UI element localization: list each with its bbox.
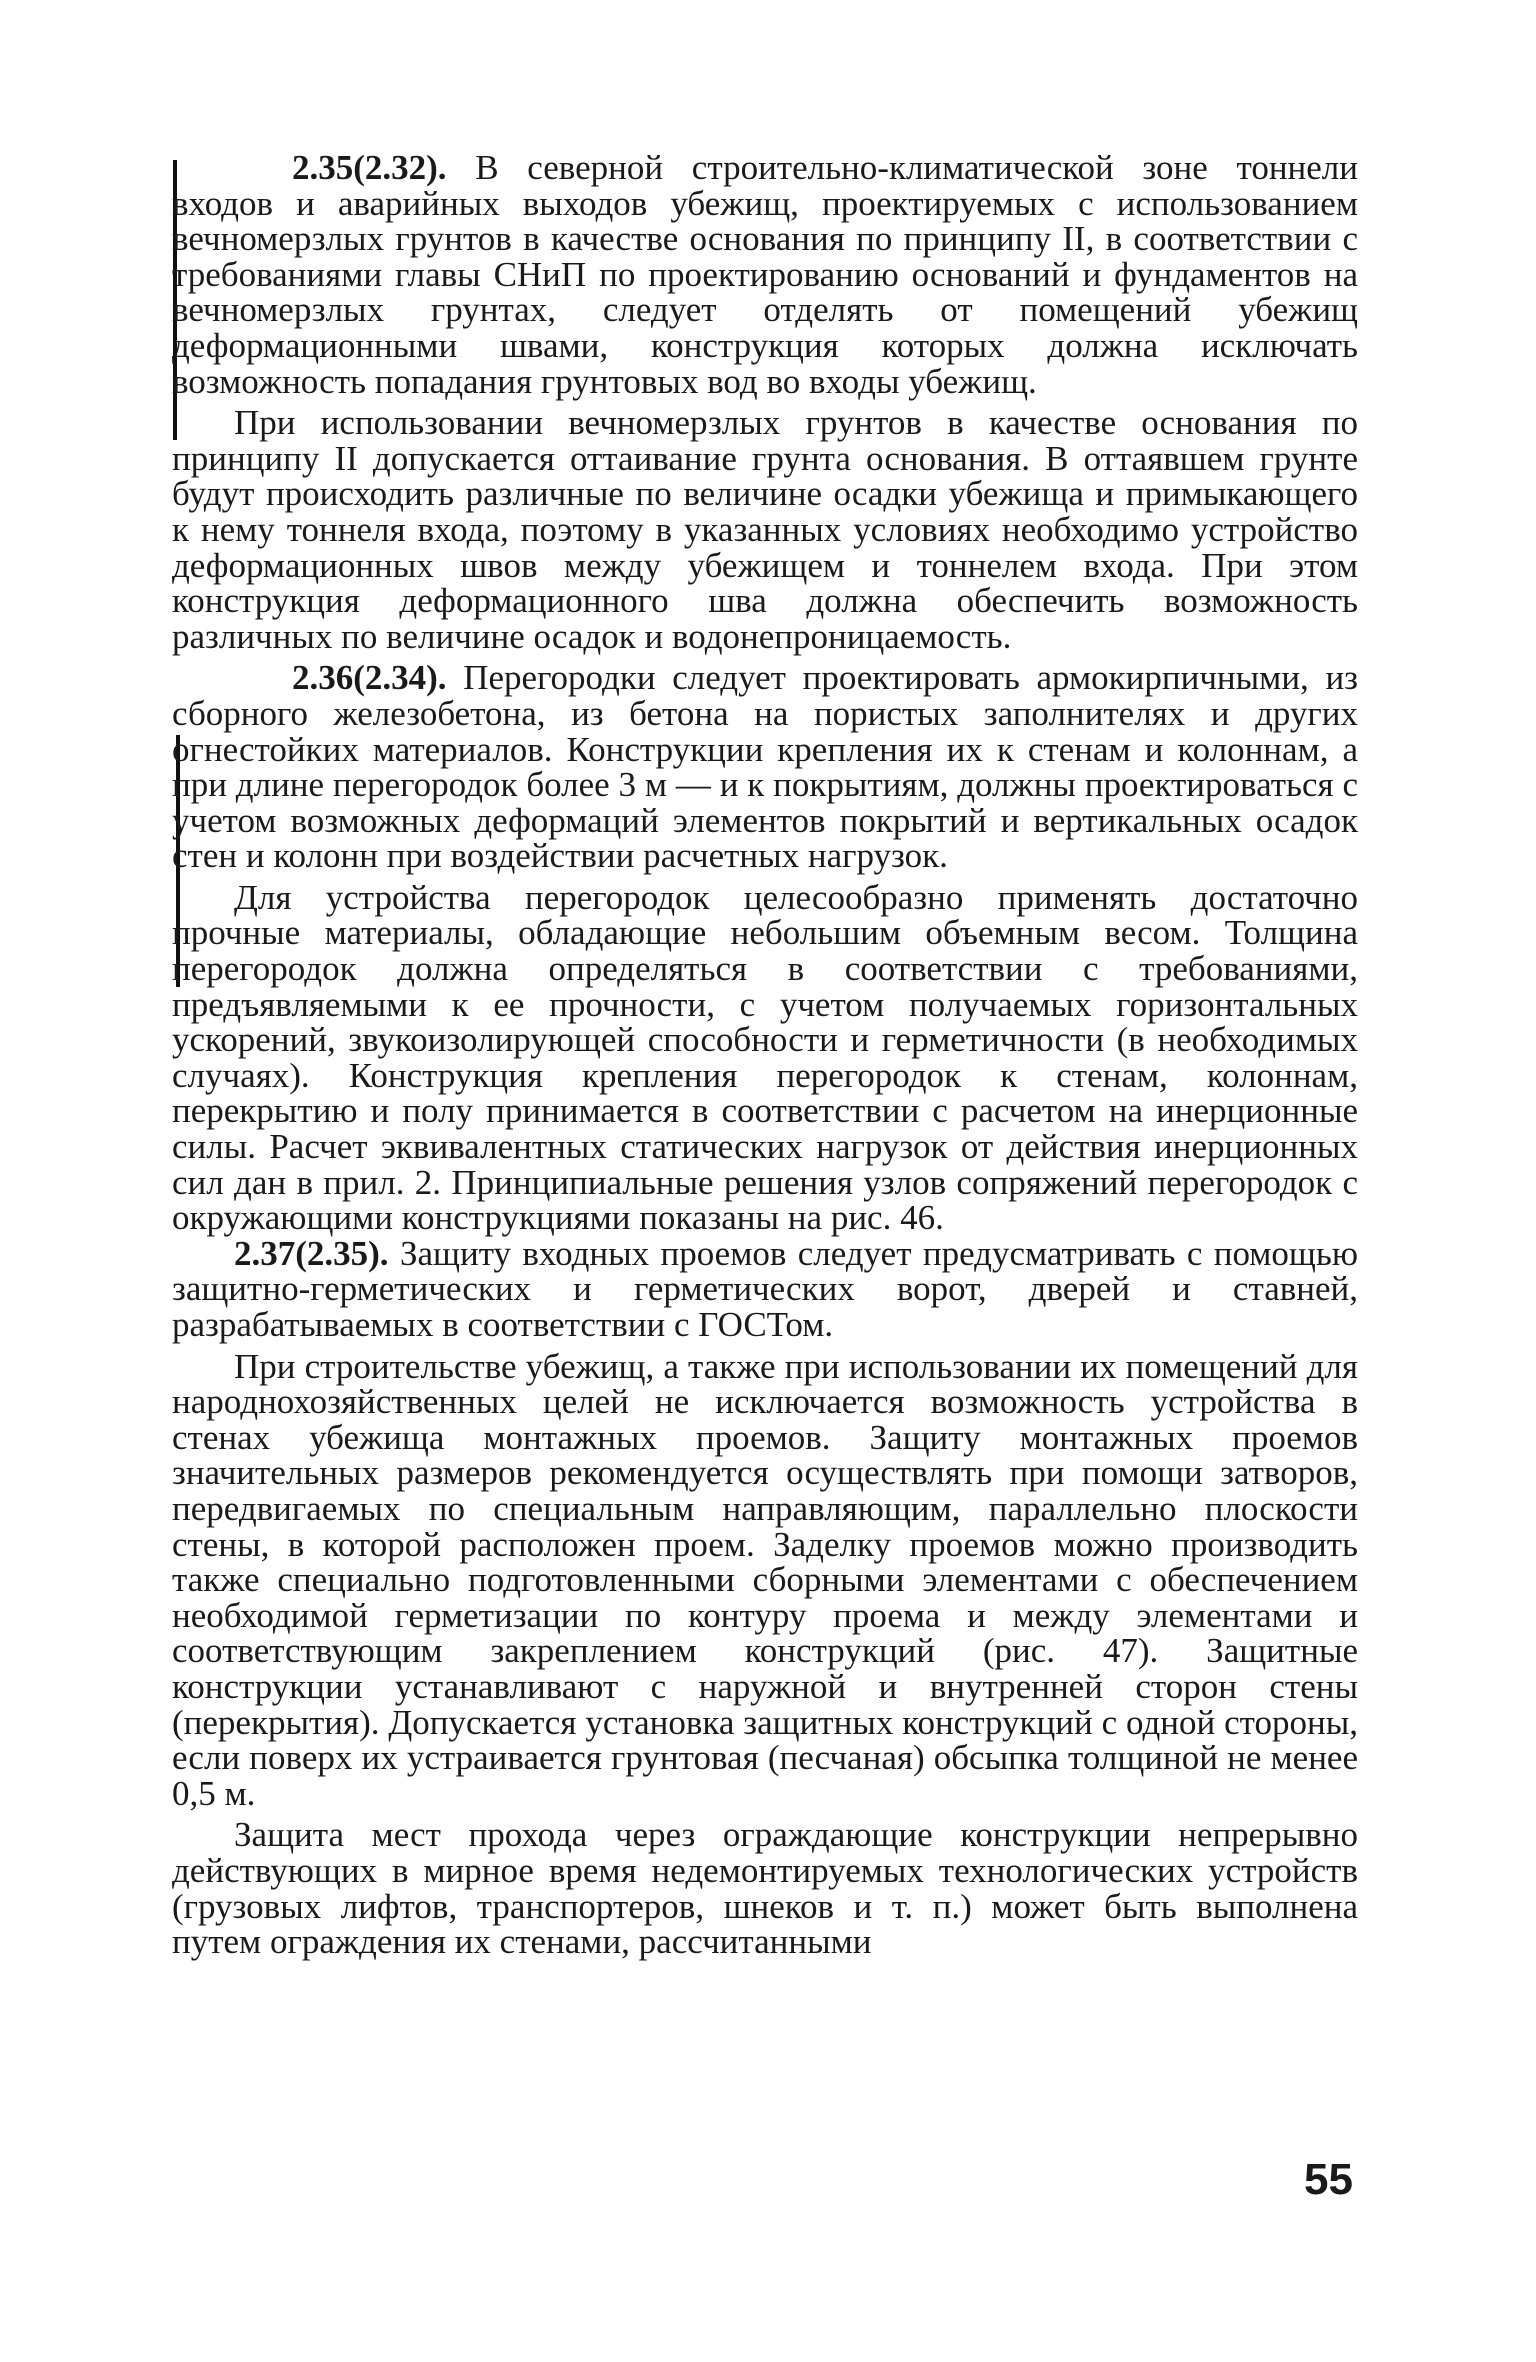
- clause-number: 2.35(2.32).: [292, 148, 447, 187]
- paragraph-text: Для устройства перегородок целесообразно применять достаточно прочные материалы, обладающие небольшим объемным весом. Толщина перегородок должна определяться в соответствии с требованиями, предъявляемыми к ее прочности, с учетом получаемых горизонтальных ускорений, звукоизолирующей способности и герметичности (в необходимых случаях). Конструкция крепления перегородок к стенам, колоннам, перекрытию и полу принимается в соответствии с расчетом на инерционные силы. Расчет эквивалентных статических нагрузок от действия инерционных сил дан в прил. 2. Принципиальные решения узлов сопряжений перегородок с окружающими конструкциями показаны на рис. 46.: [172, 877, 1358, 1238]
- paragraph-2-35: [172, 150, 1358, 399]
- paragraph-text: Защита мест прохода через ограждающие конструкции непрерывно действующих в мирное время недемонтируемых технологических устройств (грузовых лифтов, транспортеров, шнеков и т. п.) может быть выполнена путем ограждения их стенами, рассчитанными: [172, 1815, 1358, 1962]
- page-number: 55: [1304, 2155, 1353, 2204]
- clause-number: 2.37(2.35).: [234, 1233, 389, 1273]
- paragraph-text: В северной строительно-климатической зоне тоннели входов и аварийных выходов убежищ, проектируемых с использованием вечномерзлых грунтов в качестве основания по принципу II, в соответствии с требованиями главы СНиП по проектированию оснований и фундаментов на вечномерзлых грунтах, следует отделять от помещений убежищ деформационными швами, конструкция которых должна исключать возможность попадания грунтовых вод во входы убежищ.: [172, 148, 1359, 401]
- paragraph-text: При строительстве убежищ, а также при использовании их помещений для народнохозяйственных целей не исключается возможность устройства в стенах убежища монтажных проемов. Защиту монтажных проемов значительных размеров рекомендуется осуществлять при помощи затворов, передвигаемых по специальным направляющим, параллельно плоскости стены, в которой расположен проем. Заделку проемов можно производить также специально подготовленными сборными элементами с обеспечением необходимой герметизации по контуру проема и между элементами и соответствующим закреплением конструкций (рис. 47). Защитные конструкции устанавливают с наружной и внутренней сторон стены (перекрытия). Допускается установка защитных конструкций с одной стороны, если поверх их устраивается грунтовая (песчаная) обсыпка толщиной не менее 0,5 м.: [172, 1346, 1358, 1813]
- paragraph-text: Перегородки следует проектировать армокирпичными, из сборного железобетона, из бетона на пористых заполнителях и других огнестойких материалов. Конструкции крепления их к стенам и колоннам, а при длине перегородок более 3 м — и к покрытиям, должны проектироваться с учетом возможных деформаций элементов покрытий и вертикальных осадок стен и колонн при воздействии расчетных нагрузок.: [172, 658, 1359, 876]
- paragraph: [172, 877, 1358, 1238]
- paragraph: [172, 405, 1358, 654]
- clause-number: 2.36(2.34).: [292, 658, 447, 698]
- paragraph-text: Защиту входных проемов следует предусматривать с помощью защитно-герметических и герметических ворот, дверей и ставней, разрабатываемых в соответствии с ГОСТом.: [172, 1233, 1358, 1344]
- text-column: [172, 150, 1358, 1960]
- paragraph-2-37: [172, 1233, 1358, 1344]
- paragraph: [172, 1346, 1358, 1813]
- paragraph-2-36: [172, 660, 1358, 874]
- paragraph: [172, 1815, 1358, 1962]
- paragraph-text: При использовании вечномерзлых грунтов в качестве основания по принципу II допускается оттаивание грунта основания. В оттаявшем грунте будут происходить различные по величине осадки убежища и примыкающего к нему тоннеля входа, поэтому в указанных условиях необходимо устройство деформационных швов между убежищем и тоннелем входа. При этом конструкция деформационного шва должна обеспечить возможность различных по величине осадок и водонепроницаемость.: [172, 403, 1358, 656]
